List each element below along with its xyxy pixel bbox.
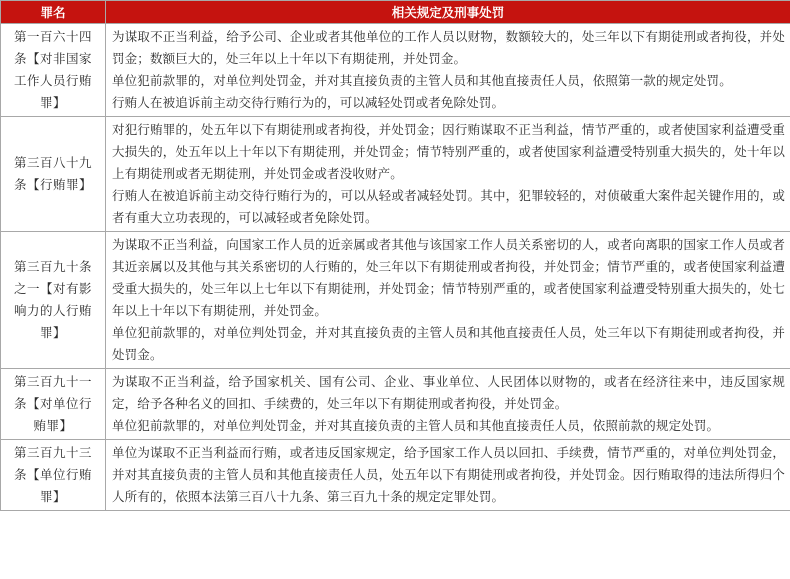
provision-paragraph: 行贿人在被追诉前主动交待行贿行为的，可以从轻或者减轻处罚。其中，犯罪较轻的，对侦破重大案件起关键作用的，或者有重大立功表现的，可以减轻或者免除处罚。 (112, 188, 785, 225)
provision-paragraph: 为谋取不正当利益，给予国家机关、国有公司、企业、事业单位、人民团体以财物的，或者在经济往来中，违反国家规定，给予各种名义的回扣、手续费的，处三年以下有期徒刑或者拘役，并处罚金。 (112, 374, 785, 411)
crime-name-cell: 第三百九十一条【对单位行贿罪】 (1, 369, 106, 440)
header-row (1, 1, 790, 24)
table-row (1, 24, 790, 117)
provision-paragraph: 行贿人在被追诉前主动交待行贿行为的，可以减轻处罚或者免除处罚。 (112, 95, 505, 110)
provisions-cell (106, 24, 790, 117)
provisions-cell (106, 369, 790, 440)
provisions-cell (106, 440, 790, 511)
provision-paragraph: 单位犯前款罪的，对单位判处罚金，并对其直接负责的主管人员和其他直接责任人员，依照第一款的规定处罚。 (112, 73, 732, 88)
table-row (1, 440, 790, 511)
provisions-cell (106, 117, 790, 232)
crime-name-cell: 第三百九十三条【单位行贿罪】 (1, 440, 106, 511)
crime-name-cell: 第一百六十四条【对非国家工作人员行贿罪】 (1, 24, 106, 117)
provision-paragraph: 单位犯前款罪的，对单位判处罚金，并对其直接负责的主管人员和其他直接责任人员，依照前款的规定处罚。 (112, 418, 720, 433)
table-row (1, 232, 790, 369)
crime-name-cell: 第三百八十九条【行贿罪】 (1, 117, 106, 232)
provisions-cell (106, 232, 790, 369)
provision-paragraph: 单位犯前款罪的，对单位判处罚金，并对其直接负责的主管人员和其他直接责任人员，处三年以下有期徒刑或者拘役，并处罚金。 (112, 325, 785, 362)
provision-paragraph: 为谋取不正当利益，向国家工作人员的近亲属或者其他与该国家工作人员关系密切的人，或者向离职的国家工作人员或者其近亲属以及其他与其关系密切的人行贿的，处三年以下有期徒刑或者拘役，并处罚金；情节严重的，或者使国家利益遭受重大损失的，处三年以上七年以下有期徒刑，并处罚金；情节特别严重的，或者使国家利益遭受特别重大损失的，处七年以上十年以下有期徒刑，并处罚金。 (112, 237, 785, 318)
provision-paragraph: 对犯行贿罪的，处五年以下有期徒刑或者拘役，并处罚金；因行贿谋取不正当利益，情节严重的，或者使国家利益遭受重大损失的，处五年以上十年以下有期徒刑，并处罚金；情节特别严重的，或者使国家利益遭受特别重大损失的，处十年以上有期徒刑或者无期徒刑，并处罚金或者没收财产。 (112, 122, 785, 181)
provision-paragraph: 为谋取不正当利益，给予公司、企业或者其他单位的工作人员以财物，数额较大的，处三年以下有期徒刑或者拘役，并处罚金；数额巨大的，处三年以上十年以下有期徒刑，并处罚金。 (112, 29, 785, 66)
header-crime-name: 罪名 (1, 1, 106, 24)
table-row (1, 369, 790, 440)
header-provisions: 相关规定及刑事处罚 (106, 1, 790, 24)
table-row (1, 117, 790, 232)
provision-paragraph: 单位为谋取不正当利益而行贿，或者违反国家规定，给予国家工作人员以回扣、手续费，情节严重的，对单位判处罚金，并对其直接负责的主管人员和其他直接责任人员，处五年以下有期徒刑或者拘役，并处罚金。因行贿取得的违法所得归个人所有的，依照本法第三百八十九条、第三百九十条的规定定罪处罚。 (112, 445, 785, 504)
crime-name-cell: 第三百九十条之一【对有影响力的人行贿罪】 (1, 232, 106, 369)
